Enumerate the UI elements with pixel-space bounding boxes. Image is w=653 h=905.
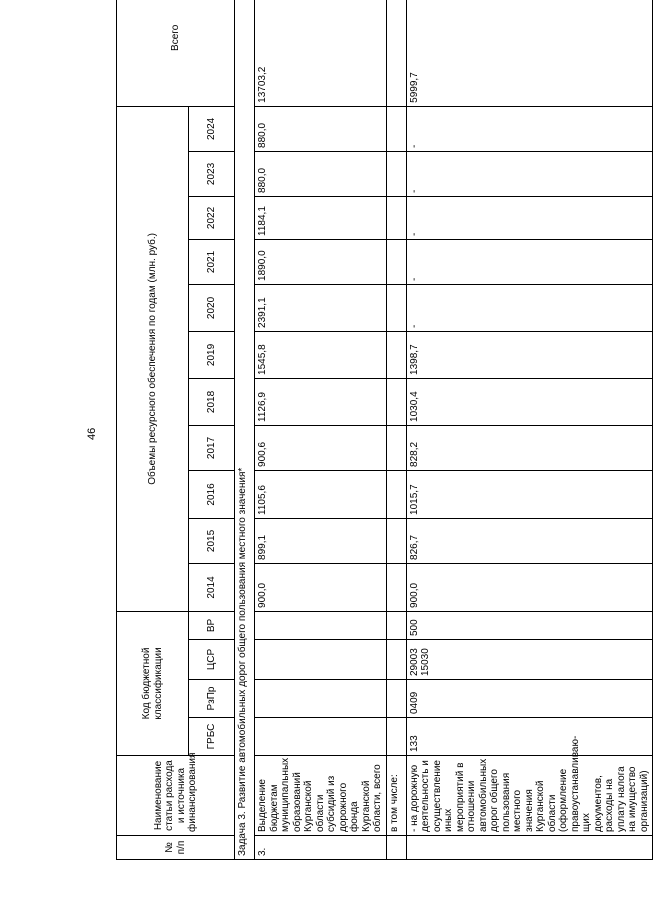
row-value-2018: 1126,9 (255, 378, 387, 425)
row-value-2018: 1030,4 (406, 378, 653, 425)
row-code-vr (255, 611, 387, 639)
row-value-2020: 2391,1 (255, 284, 387, 331)
row-value-2015 (386, 518, 406, 563)
table-row (386, 0, 406, 860)
row-value-2014: 900,0 (255, 563, 387, 611)
header-year-2022: 2022 (189, 196, 235, 239)
header-code-grbs: ГРБС (189, 718, 235, 756)
row-value-2015: 826,7 (406, 518, 653, 563)
row-value-2021: - (406, 239, 653, 284)
row-code-csr (255, 640, 387, 680)
row-value-2023 (386, 151, 406, 196)
header-name: Наименование статьи расхода и источника финансирования (117, 756, 235, 836)
row-value-2022 (386, 196, 406, 239)
header-num: № п/п (117, 836, 235, 860)
header-year-2020: 2020 (189, 284, 235, 331)
row-value-2016: 1015,7 (406, 470, 653, 518)
row-value-2016: 1105,6 (255, 470, 387, 518)
header-year-2018: 2018 (189, 378, 235, 425)
row-value-2019: 1398,7 (406, 331, 653, 378)
row-total (386, 0, 406, 106)
page-number: 46 (86, 427, 98, 440)
row-value-2019: 1545,8 (255, 331, 387, 378)
header-year-2024: 2024 (189, 106, 235, 151)
row-value-2017 (386, 425, 406, 470)
row-code-grbs (386, 718, 406, 756)
row-value-2023: - (406, 151, 653, 196)
row-value-2014: 900,0 (406, 563, 653, 611)
row-code-vr (386, 611, 406, 639)
row-value-2017: 900,6 (255, 425, 387, 470)
section-title: Задача 3. Развитие автомобильных дорог общего пользования местного значения* (235, 0, 255, 860)
row-total: 13703,2 (255, 0, 387, 106)
row-value-2024: - (406, 106, 653, 151)
row-value-2017: 828,2 (406, 425, 653, 470)
row-value-2018 (386, 378, 406, 425)
row-total: 5999,7 (406, 0, 653, 106)
row-code-csr (386, 640, 406, 680)
header-year-2014: 2014 (189, 563, 235, 611)
row-name: Выделение бюджетам муниципальных образований Курганской области субсидий из дорожного фонда Курганской области, всего (255, 756, 387, 836)
header-code-rzpr: РзПр (189, 680, 235, 718)
row-name: - на дорожную деятельность и осуществление иных мероприятий в отношении автомобильных дорог общего пользования местного значения Курганской области (оформление правоустанавливаю-щих документов, расходы на уплату налога на имущество организаций) (406, 756, 653, 836)
header-volumes-group: Объемы ресурсного обеспечения по годам (млн. руб.) (117, 106, 189, 611)
row-value-2020: - (406, 284, 653, 331)
row-value-2023: 880,0 (255, 151, 387, 196)
row-code-rzpr (386, 680, 406, 718)
row-num (406, 836, 653, 860)
budget-table (116, 0, 653, 860)
row-value-2019 (386, 331, 406, 378)
row-value-2024 (386, 106, 406, 151)
row-name: в том числе: (386, 756, 406, 836)
row-value-2022: - (406, 196, 653, 239)
header-year-2023: 2023 (189, 151, 235, 196)
header-year-2017: 2017 (189, 425, 235, 470)
row-value-2021: 1890,0 (255, 239, 387, 284)
row-value-2014 (386, 563, 406, 611)
row-value-2022: 1184,1 (255, 196, 387, 239)
header-code-group: Код бюджетной классификации (117, 611, 189, 755)
row-value-2015: 899,1 (255, 518, 387, 563)
header-year-2016: 2016 (189, 470, 235, 518)
row-code-rzpr: 0409 (406, 680, 653, 718)
header-code-vr: ВР (189, 611, 235, 639)
header-total: Всего (117, 0, 235, 106)
header-code-csr: ЦСР (189, 640, 235, 680)
row-num: 3. (255, 836, 387, 860)
row-value-2021 (386, 239, 406, 284)
row-value-2020 (386, 284, 406, 331)
header-year-2019: 2019 (189, 331, 235, 378)
table-row (255, 0, 387, 860)
header-year-2021: 2021 (189, 239, 235, 284)
row-value-2016 (386, 470, 406, 518)
row-num (386, 836, 406, 860)
row-code-rzpr (255, 680, 387, 718)
row-code-grbs (255, 718, 387, 756)
row-code-csr: 29003 15030 (406, 640, 653, 680)
row-code-grbs: 133 (406, 718, 653, 756)
row-code-vr: 500 (406, 611, 653, 639)
row-value-2024: 880,0 (255, 106, 387, 151)
table-row (406, 0, 653, 860)
rotated-table-wrapper (116, 20, 650, 860)
header-year-2015: 2015 (189, 518, 235, 563)
